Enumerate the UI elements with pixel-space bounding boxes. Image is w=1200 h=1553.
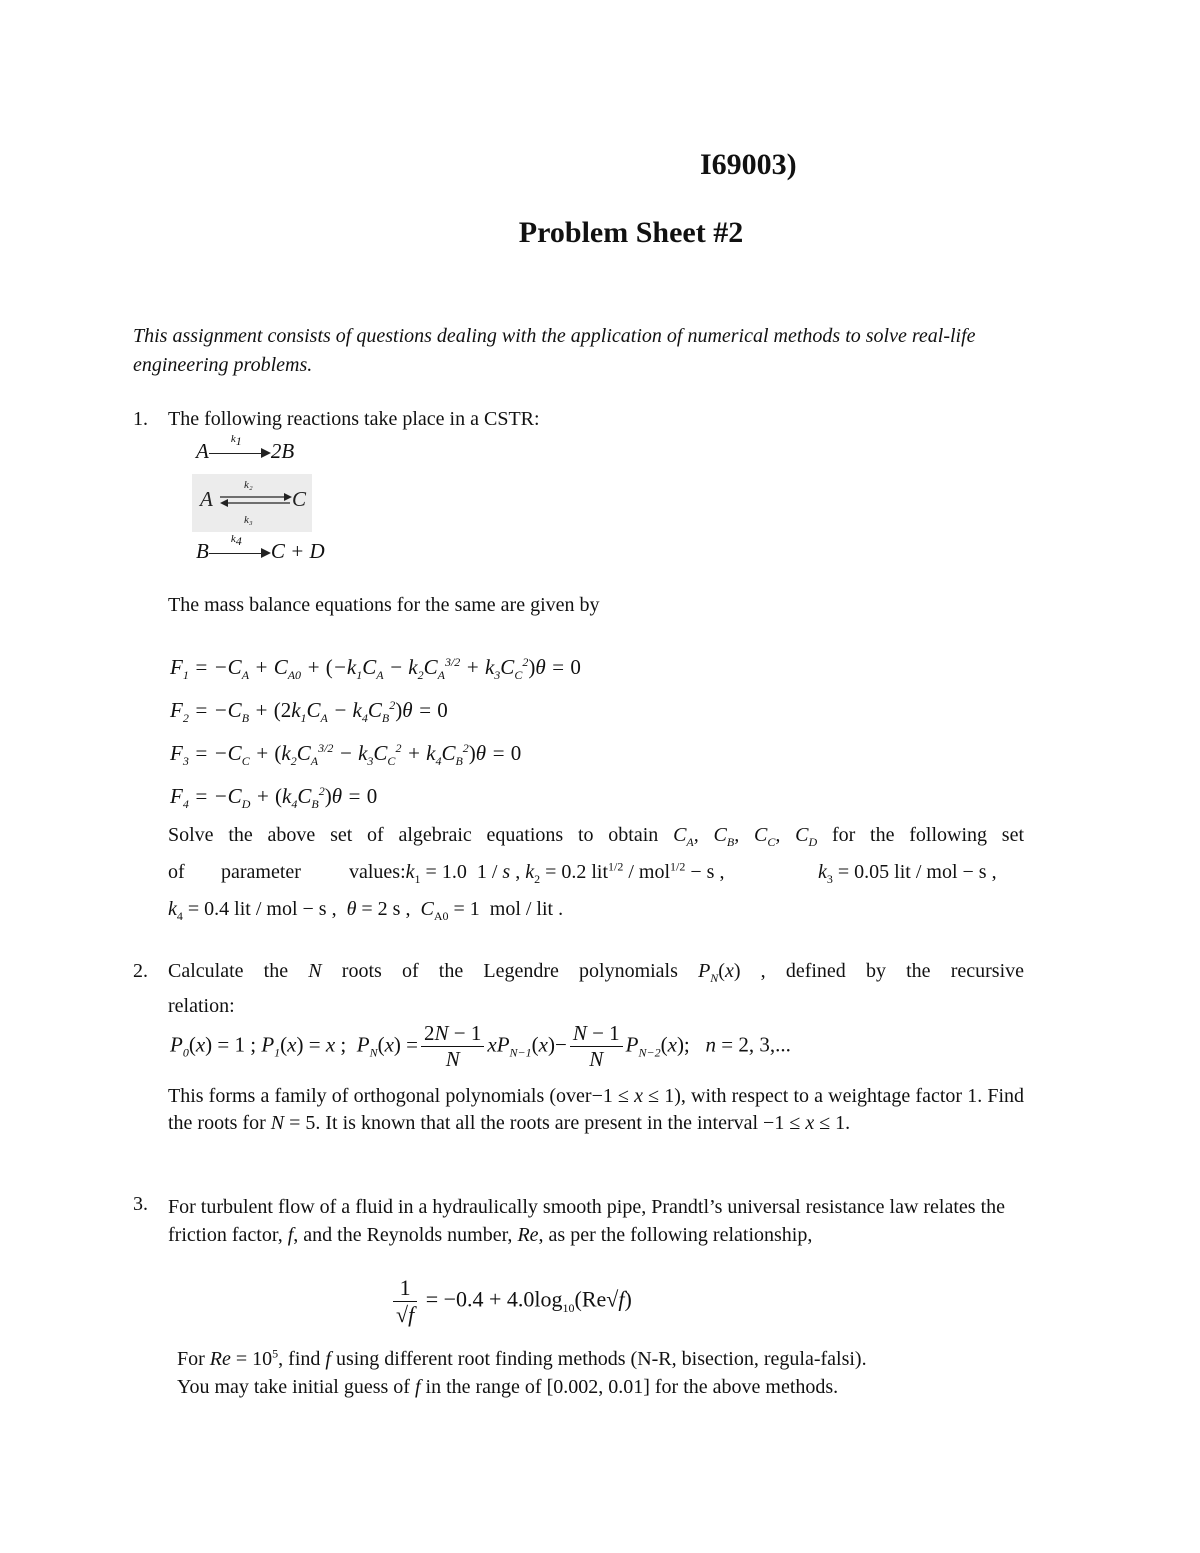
reaction-3 xyxy=(196,533,325,564)
intro-paragraph: This assignment consists of questions dealing with the application of numerical methods to solve real-life engineering problems. xyxy=(133,325,976,376)
q3-lead: For turbulent flow of a fluid in a hydraulically smooth pipe, Prandtl’s universal resistance law relates the friction factor, f, and the Reynolds number, Re, as per the following relationship, xyxy=(168,1196,1006,1246)
reaction-3-right: C + D xyxy=(270,539,325,563)
equation-f1: $F_1 = -C_A + C_{A0} + (-k_1C_A - k_2C_A^{3/2} + k_3C_C^2)\theta = 0$ xyxy=(170,655,581,683)
solve-text-2: for the following set xyxy=(831,824,1025,846)
svg-text:k₂: k₂ xyxy=(244,479,253,491)
solve-vars: $C_A$, $C_B$, $C_C$, $C_D$ xyxy=(673,824,818,849)
reaction-3-arrow: $k_4$ xyxy=(209,546,271,560)
reaction-1-left: A xyxy=(196,439,209,463)
solve-instruction xyxy=(168,824,1024,847)
param-word-of: of xyxy=(168,861,185,883)
solve-text-1: Solve the above set of algebraic equations to obtain xyxy=(168,824,659,846)
q2-body: This forms a family of orthogonal polynomials (over−1 ≤ x ≤ 1), with respect to a weightage factor 1. Find the roots for N = 5. It is known that all the roots are present in the interval −1 ≤ x ≤ 1. xyxy=(168,1085,1024,1134)
page-title: Problem Sheet #2 xyxy=(518,216,744,249)
prandtl-equation: $\frac{1}{√f}$ = $-0.4 + 4.0\log_{10}(Re√f)$ xyxy=(390,1275,632,1328)
equation-f4: $F_4 = -C_D + (k_4C_B^2)\theta = 0$ xyxy=(170,784,378,812)
reaction-1 xyxy=(196,433,295,464)
svg-text:k₃: k₃ xyxy=(244,514,253,526)
svg-text:A: A xyxy=(200,487,213,511)
q2-lead-line-2: relation: xyxy=(168,995,235,1017)
reversible-reaction-image xyxy=(192,474,312,532)
reaction-1-right: 2B xyxy=(270,439,295,463)
svg-text:C: C xyxy=(292,487,307,511)
param-k3: $k_3 = 0.05$ lit / mol − s , xyxy=(818,861,997,886)
param-word-parameter: parameter xyxy=(221,861,301,883)
equation-f2: $F_2 = -C_B + (2k_1C_A - k_4C_B^2)\theta = 0$ xyxy=(170,698,448,726)
param-values-line-2: $k_4 = 0.4$ lit / mol − s , θ = 2 s , $C_{A0} = 1$ mol / lit . xyxy=(168,898,564,923)
course-code: I69003) xyxy=(700,148,797,181)
q1-number: 1. xyxy=(133,408,148,430)
q3-number: 3. xyxy=(133,1193,148,1215)
param-values-line-1: $values:k_1 = 1.0$ 1 / s , $k_2 = 0.2$ lit$^{1/2}$ / mol$^{1/2}$ − s , xyxy=(349,859,725,886)
q3-find: For $Re = 10^5$, find f using different root finding methods (N-R, bisection, regula-falsi). xyxy=(177,1346,867,1370)
mass-balance-lead: The mass balance equations for the same are given by xyxy=(168,594,600,616)
q2-number: 2. xyxy=(133,960,148,982)
reaction-1-arrow: $k_1$ xyxy=(209,446,271,460)
q3-guess: You may take initial guess of f in the range of [0.002, 0.01] for the above methods. xyxy=(177,1376,839,1398)
equation-f3: $F_3 = -C_C + (k_2C_A^{3/2} - k_3C_C^2 + k_4C_B^2)\theta = 0$ xyxy=(170,741,522,769)
param-word-values: values: xyxy=(349,861,406,883)
q2-lead-line-1: Calculate the N roots of the Legendre polynomials $P_N(x)$ , defined by the recursive xyxy=(168,960,1025,985)
q1-lead: The following reactions take place in a CSTR: xyxy=(168,408,540,430)
legendre-recursion: $P_0(x) = 1$ ; $P_1(x) = x$ ; $P_N(x)$ = $\frac{2N - 1}{N}$ $xP_{N-1}(x)-$ $\frac{N - 1}{N}$ $P_{N-2}(x)$; n = 2, 3,... xyxy=(170,1021,791,1071)
reaction-3-left: B xyxy=(196,539,209,563)
